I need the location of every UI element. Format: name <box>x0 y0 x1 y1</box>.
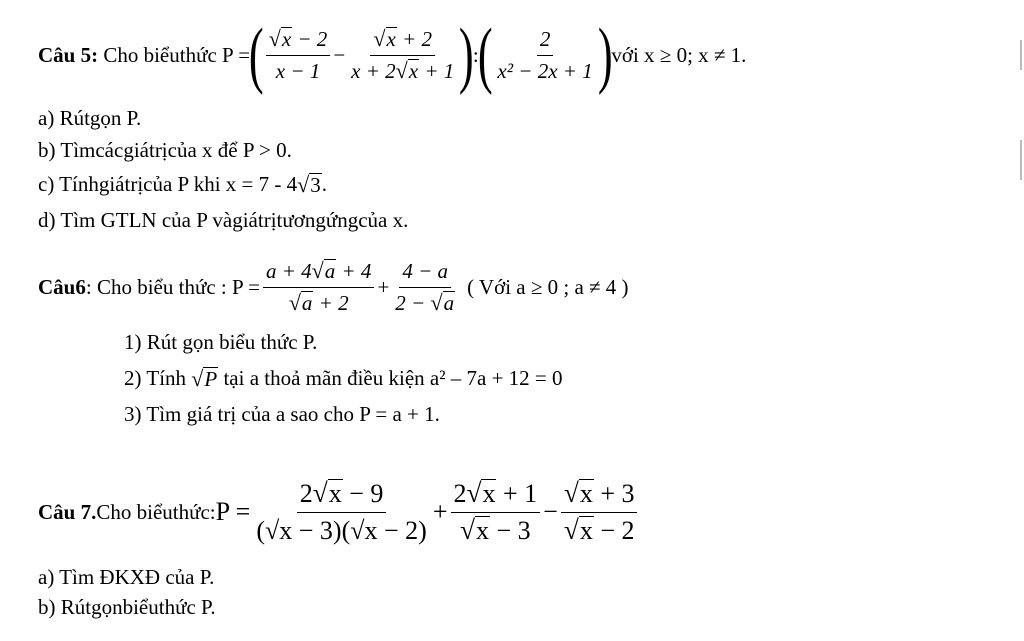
q5-c-end: . <box>321 172 327 196</box>
q6-condition: ( Với a ≥ 0 ; a ≠ 4 ) <box>467 274 629 299</box>
q5-part-c: c) Tínhgiátrịcủa P khi x = 7 - 4 √ 3 . <box>38 171 327 197</box>
q5-f3-den: x² − 2x + 1 <box>497 58 593 83</box>
q6-fraction-2: 4 − a 2 − √ a <box>395 258 455 315</box>
q6-expression <box>38 248 629 326</box>
q5-intro: Cho biểuthức P = <box>103 42 251 67</box>
q5-c-text: c) Tínhgiátrịcủa P khi x = 7 - 4 <box>38 172 298 196</box>
q5-f1-den: x − 1 <box>275 58 321 83</box>
q7-expression <box>38 470 640 554</box>
q7-f1-den: (√x − 3)(√x − 2) <box>256 515 427 545</box>
q5-part-d: d) Tìm GTLN của P vàgiátrịtươngứngcủa x. <box>38 208 409 232</box>
q5-fraction-1: √ x − 2 x − 1 <box>266 27 331 84</box>
q7-fraction-3: √ x + 3 √ x − 2 <box>561 479 638 546</box>
q6-intro: : Cho biểu thức : P = <box>85 274 260 299</box>
q5-close-paren: ) <box>459 14 474 96</box>
q6-item-3: 3) Tìm giá trị của a sao cho P = a + 1. <box>124 402 440 426</box>
q6-f2-num: 4 − a <box>399 259 451 288</box>
q7-part-a: a) Tìm ĐKXĐ của P. <box>38 565 215 589</box>
q7-p: P = <box>215 497 251 526</box>
page-edge-mark <box>1020 40 1022 70</box>
q5-close-paren-2: ) <box>597 14 613 96</box>
q7-minus: − <box>543 497 558 526</box>
q6-item-2: 2) Tính √ P tại a thoả mãn điều kiện a² – 7a + 12 = 0 <box>124 365 563 391</box>
q5-open-paren: ( <box>248 14 264 96</box>
q5-colon: : <box>472 42 479 67</box>
q6-item2-root: P <box>204 366 218 391</box>
q5-condition: với x ≥ 0; x ≠ 1. <box>611 42 747 67</box>
q6-item-1: 1) Rút gọn biểu thức P. <box>124 330 318 354</box>
q5-expression <box>38 14 746 96</box>
q5-f3-num: 2 <box>537 27 554 56</box>
q6-item2-b: tại a thoả mãn điều kiện a² – 7a + 12 = 0 <box>223 366 563 390</box>
q5-minus: − <box>333 42 346 67</box>
q5-part-a: a) Rútgọn P. <box>38 106 142 130</box>
q7-plus: + <box>432 497 448 526</box>
q5-c-root: 3 <box>310 172 321 197</box>
q6-item2-a: 2) Tính <box>124 366 187 390</box>
q7-fraction-1: 2 √ x − 9 (√x − 3)(√x − 2) <box>253 479 430 546</box>
q6-fraction-1: a + 4 √ a + 4 √ a + 2 <box>263 259 374 316</box>
q7-label: Câu 7. <box>38 499 97 524</box>
q7-part-b: b) Rútgọnbiểuthức P. <box>38 595 216 619</box>
q5-fraction-2: √ x + 2 x + 2 √ x + 1 <box>351 25 455 83</box>
q5-label: Câu 5: <box>38 42 99 67</box>
q5-open-paren-2: ( <box>477 14 493 96</box>
q5-part-b: b) Tìmcácgiátrịcủa x để P > 0. <box>38 138 292 162</box>
page-edge-mark <box>1020 140 1022 180</box>
q7-fraction-2: 2 √ x + 1 √ x − 3 <box>451 479 541 546</box>
q5-fraction-3 <box>494 27 595 84</box>
q7-intro: Cho biểuthức: <box>96 499 216 524</box>
q6-plus: + <box>377 274 390 299</box>
q6-label: Câu6 <box>38 274 86 299</box>
